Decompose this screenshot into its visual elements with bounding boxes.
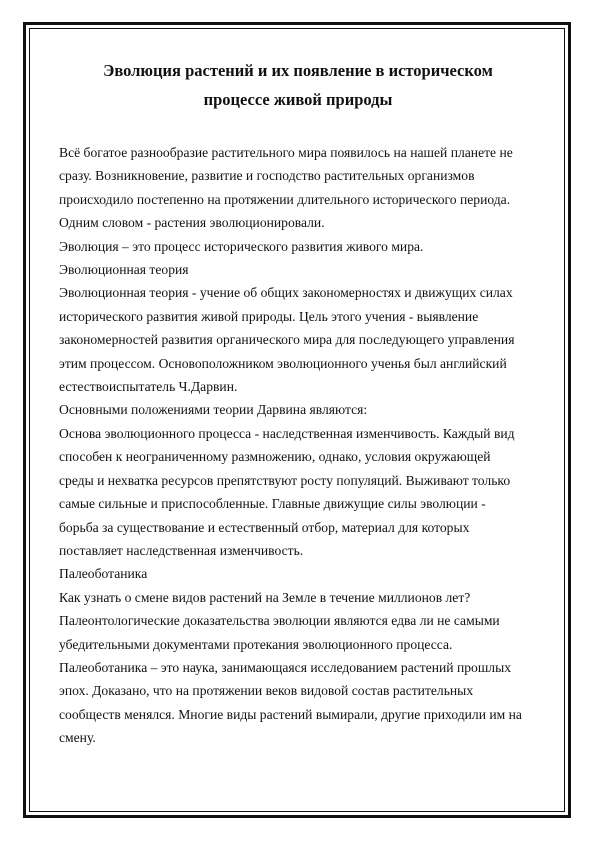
body-line: Палеоботаника – это наука, занимающаяся исследованием растений прошлых [59,659,512,675]
body-line: Всё богатое разнообразие растительного мира появилось на нашей планете не [59,145,513,160]
body-line: естествоиспытатель Ч.Дарвин. [59,379,238,395]
title-line: процессе живой природы [203,90,393,109]
document-body [59,141,545,750]
document-title [50,56,546,114]
body-line: исторического развития живой природы. Цель этого учения - выявление [59,308,479,324]
body-line: Как узнать о смене видов растений на Земле в течение миллионов лет? [59,589,471,605]
section-heading: Эволюционная теория [59,262,189,278]
body-line: Одним словом - растения эволюционировали. [59,215,325,231]
section-heading: Палеоботаника [59,566,148,582]
body-line: эпох. Доказано, что на протяжении веков видовой состав растительных [59,683,474,699]
body-line: смену. [59,730,96,746]
body-line: сообществ менялся. Многие виды растений вымирали, другие приходили им на [59,706,522,722]
title-line: Эволюция растений и их появление в историческом [103,61,493,80]
body-line: происходило постепенно на протяжении длительного исторического периода. [59,191,511,207]
body-line: Основными положениями теории Дарвина являются: [59,402,368,418]
body-line: убедительными документами протекания эволюционного процесса. [59,636,453,652]
body-line: Основа эволюционного процесса - наследственная изменчивость. Каждый вид [59,425,515,441]
body-line: Эволюционная теория - учение об общих закономерностях и движущих силах [59,285,513,301]
body-line: среды и нехватка ресурсов препятствуют росту популяций. Выживают только [59,472,511,488]
body-line: закономерностей развития органического мира для последующего управления [59,332,515,348]
body-line: Палеонтологические доказательства эволюции являются едва ли не самыми [59,613,500,629]
body-line: этим процессом. Основоположником эволюционного ученья был английский [59,355,507,371]
body-line: способен к неограниченному размножению, однако, условия окружающей [59,449,491,465]
body-line: поставляет наследственная изменчивость. [59,542,304,558]
body-line: Эволюция – это процесс исторического развития живого мира. [59,238,424,254]
body-line: самые сильные и приспособленные. Главные движущие силы эволюции - [59,496,486,512]
body-line: борьба за существование и естественный отбор, материал для которых [59,519,470,535]
body-line: сразу. Возникновение, развитие и господство растительных организмов [59,168,475,184]
